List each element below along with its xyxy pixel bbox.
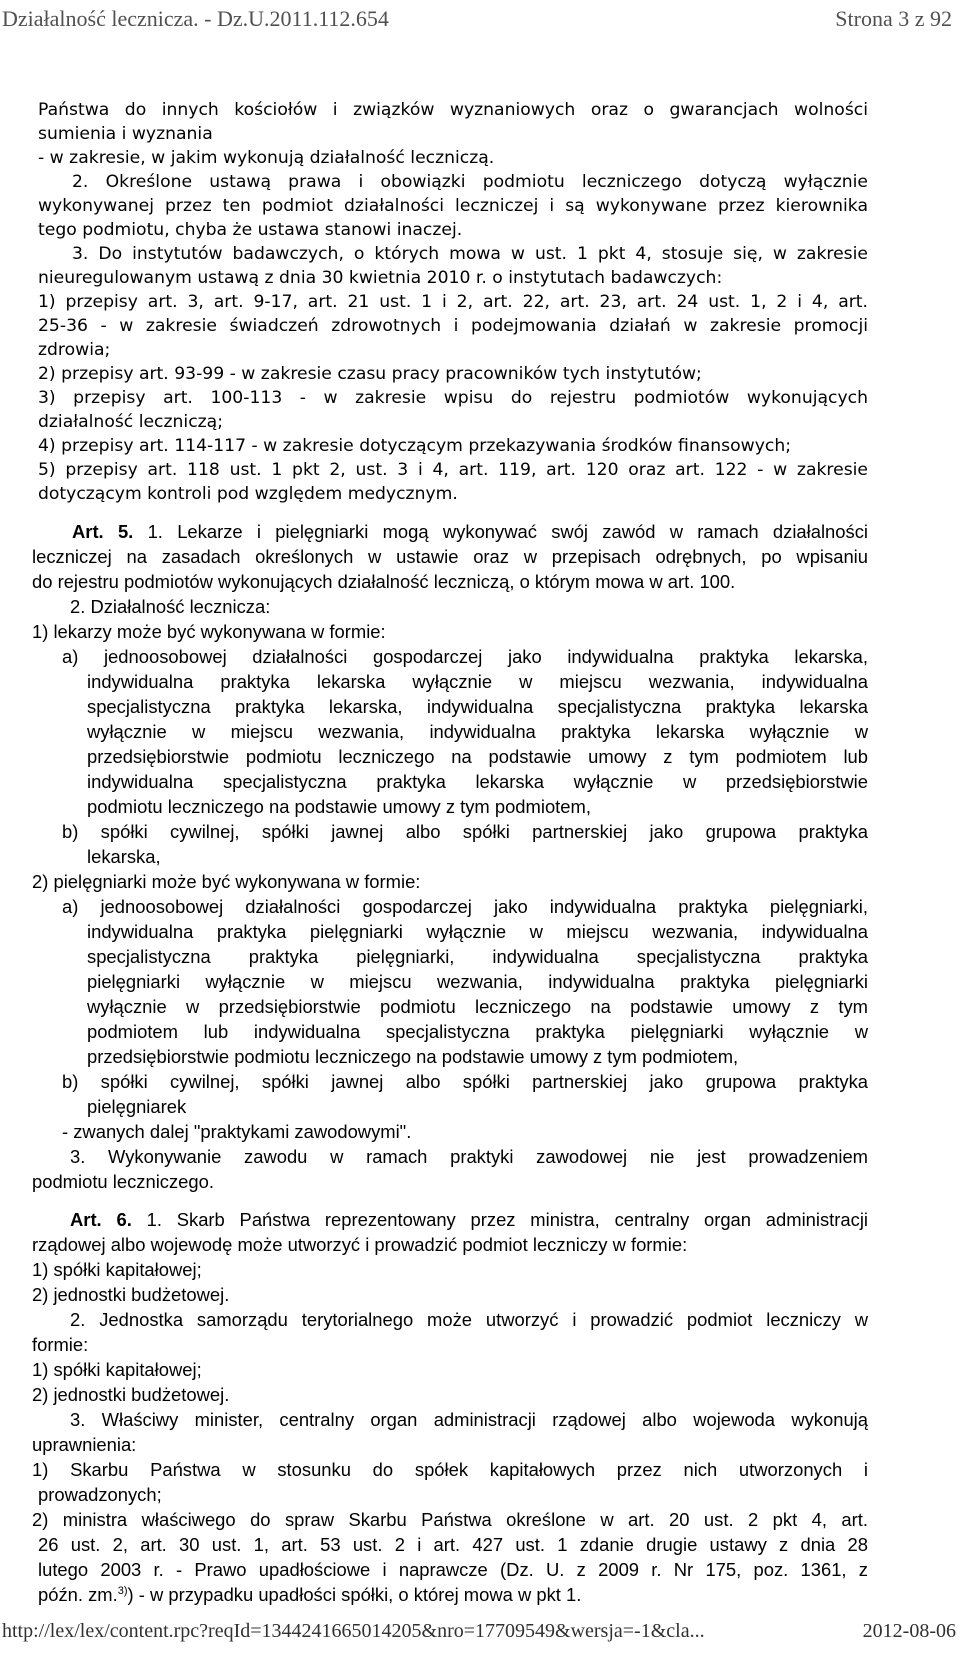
list-item: a) jednoosobowej działalności gospodarczej jako indywidualna praktyka pielęgniarki, [62,896,868,917]
text-line: pielęgniarki wyłącznie w miejscu wezwania, indywidualna praktyka pielęgniarki [87,971,868,992]
list-item: 2) ministra właściwego do spraw Skarbu Państwa określone w art. 20 ust. 2 pkt 4, art. [32,1509,868,1530]
footnote-text: późn. zm. [38,1584,118,1605]
list-item: 1) przepisy art. 3, art. 9-17, art. 21 ust. 1 i 2, art. 22, art. 23, art. 24 ust. 1, 2 i 4, art. [38,292,868,312]
text-line: podmiotem lub indywidualna specjalistyczna praktyka pielęgniarki wyłącznie w [87,1021,868,1042]
list-item: 3) przepisy art. 100-113 - w zakresie wpisu do rejestru podmiotów wykonujących [38,388,868,408]
text-line: podmiotu leczniczego na podstawie umowy z tym podmiotem, [87,796,591,817]
list-item: b) spółki cywilnej, spółki jawnej albo spółki partnerskiej jako grupowa praktyka [62,821,868,842]
text-line: działalność leczniczą; [38,412,223,432]
list-item: a) jednoosobowej działalności gospodarczej jako indywidualna praktyka lekarska, [62,646,868,667]
list-item: 1) spółki kapitałowej; [32,1259,202,1280]
text-line: 3. Wykonywanie zawodu w ramach praktyki zawodowej nie jest prowadzeniem [70,1146,868,1167]
text-line: wyłącznie w przedsiębiorstwie podmiotu leczniczego na podstawie umowy z tym [87,996,868,1017]
text-line: 25-36 - w zakresie świadczeń zdrowotnych i podejmowania działań w zakresie promocji [38,316,868,336]
article-line [70,1208,868,1232]
list-item: 1) Skarbu Państwa w stosunku do spółek kapitałowych przez nich utworzonych i [32,1459,868,1480]
text-line: 3. Do instytutów badawczych, o których mowa w ust. 1 pkt 4, stosuje się, w zakresie [72,244,868,264]
text-line: przedsiębiorstwie podmiotu leczniczego na podstawie umowy z tym podmiotem lub [87,746,868,767]
text-line: wykonywanej przez ten podmiot działalności leczniczej i są wykonywane przez kierownika [38,196,868,216]
text-line: - zwanych dalej "praktykami zawodowymi". [62,1121,412,1142]
text-line: prowadzonych; [38,1484,162,1505]
text-line: podmiotu leczniczego. [32,1171,214,1192]
text-line: leczniczej na zasadach określonych w ustawie oraz w przepisach odrębnych, po wpisaniu [32,546,868,567]
footer-url: http://lex/lex/content.rpc?reqId=1344241665014205&nro=17709549&wersja=-1&cla... [2,1620,705,1642]
text-line: pielęgniarek [87,1096,187,1117]
text-line: specjalistyczna praktyka lekarska, indywidualna specjalistyczna praktyka lekarska [87,696,868,717]
text-line: - w zakresie, w jakim wykonują działalność leczniczą. [38,148,495,168]
text-line: 3. Właściwy minister, centralny organ administracji rządowej albo wojewoda wykonują [70,1409,868,1430]
page-number: Strona 3 z 92 [835,6,952,31]
document-title: Działalność lecznicza. - Dz.U.2011.112.654 [2,6,389,31]
text-line: sumienia i wyznania [38,124,213,144]
text-line: indywidualna praktyka pielęgniarki wyłącznie w miejscu wezwania, indywidualna [87,921,868,942]
list-item: 5) przepisy art. 118 ust. 1 pkt 2, ust. 3 i 4, art. 119, art. 120 oraz art. 122 - w zakresie [38,460,868,480]
footnote-ref[interactable]: 3) [117,1584,128,1597]
text-line: 2. Jednostka samorządu terytorialnego może utworzyć i prowadzić podmiot leczniczy w [70,1309,868,1330]
text-line: tego podmiotu, chyba że ustawa stanowi inaczej. [38,220,463,240]
text-line: nieuregulowanym ustawą z dnia 30 kwietnia 2010 r. o instytutach badawczych: [38,268,723,288]
text-line: wyłącznie w miejscu wezwania, indywidualna praktyka lekarska wyłącznie w [87,721,868,742]
list-item: 4) przepisy art. 114-117 - w zakresie dotyczącym przekazywania środków finansowych; [38,436,792,456]
list-item: 1) lekarzy może być wykonywana w formie: [32,621,386,642]
text-line: przedsiębiorstwie podmiotu leczniczego na podstawie umowy z tym podmiotem, [87,1046,739,1067]
article-heading: Art. 6. [70,1209,132,1230]
text-line: do rejestru podmiotów wykonujących działalność leczniczą, o którym mowa w art. 100. [32,571,736,592]
text-line: formie: [32,1334,89,1355]
text-line: 26 ust. 2, art. 30 ust. 1, art. 53 ust. 2 i art. 427 ust. 1 zdanie drugie ustawy z dnia 28 [38,1534,868,1555]
list-item: 2) pielęgniarki może być wykonywana w formie: [32,871,421,892]
list-item: 1) spółki kapitałowej; [32,1359,202,1380]
text-line: 2. Działalność lecznicza: [70,596,271,617]
article-text: 1. Lekarze i pielęgniarki mogą wykonywać swój zawód w ramach działalności [133,521,868,542]
text-line: zdrowia; [38,340,111,360]
page-header [0,0,960,40]
list-item: 2) przepisy art. 93-99 - w zakresie czasu pracy pracowników tych instytutów; [38,364,702,384]
text-line: lutego 2003 r. - Prawo upadłościowe i naprawcze (Dz. U. z 2009 r. Nr 175, poz. 1361, z [38,1559,868,1580]
text-line: lekarska, [87,846,161,867]
article-text: 1. Skarb Państwa reprezentowany przez ministra, centralny organ administracji [131,1209,868,1230]
footnote-text: ) - w przypadku upadłości spółki, o której mowa w pkt 1. [127,1584,582,1605]
text-line: dotyczącym kontroli pod względem medycznym. [38,484,458,504]
text-line: specjalistyczna praktyka pielęgniarki, indywidualna specjalistyczna praktyka [87,946,868,967]
text-line: 2. Określone ustawą prawa i obowiązki podmiotu leczniczego dotyczą wyłącznie [72,172,868,192]
article-heading: Art. 5. [72,521,134,542]
text-line: indywidualna specjalistyczna praktyka lekarska wyłącznie w przedsiębiorstwie [87,771,868,792]
text-line [38,1583,581,1607]
article-line [72,520,868,544]
text-line: Państwa do innych kościołów i związków wyznaniowych oraz o gwarancjach wolności [38,100,868,120]
text-line: rządowej albo wojewodę może utworzyć i prowadzić podmiot leczniczy w formie: [32,1234,688,1255]
footer-date: 2012-08-06 [862,1620,956,1642]
list-item: 2) jednostki budżetowej. [32,1284,230,1305]
text-line: indywidualna praktyka lekarska wyłącznie w miejscu wezwania, indywidualna [87,671,868,692]
list-item: b) spółki cywilnej, spółki jawnej albo spółki partnerskiej jako grupowa praktyka [62,1071,868,1092]
text-line: uprawnienia: [32,1434,137,1455]
list-item: 2) jednostki budżetowej. [32,1384,230,1405]
